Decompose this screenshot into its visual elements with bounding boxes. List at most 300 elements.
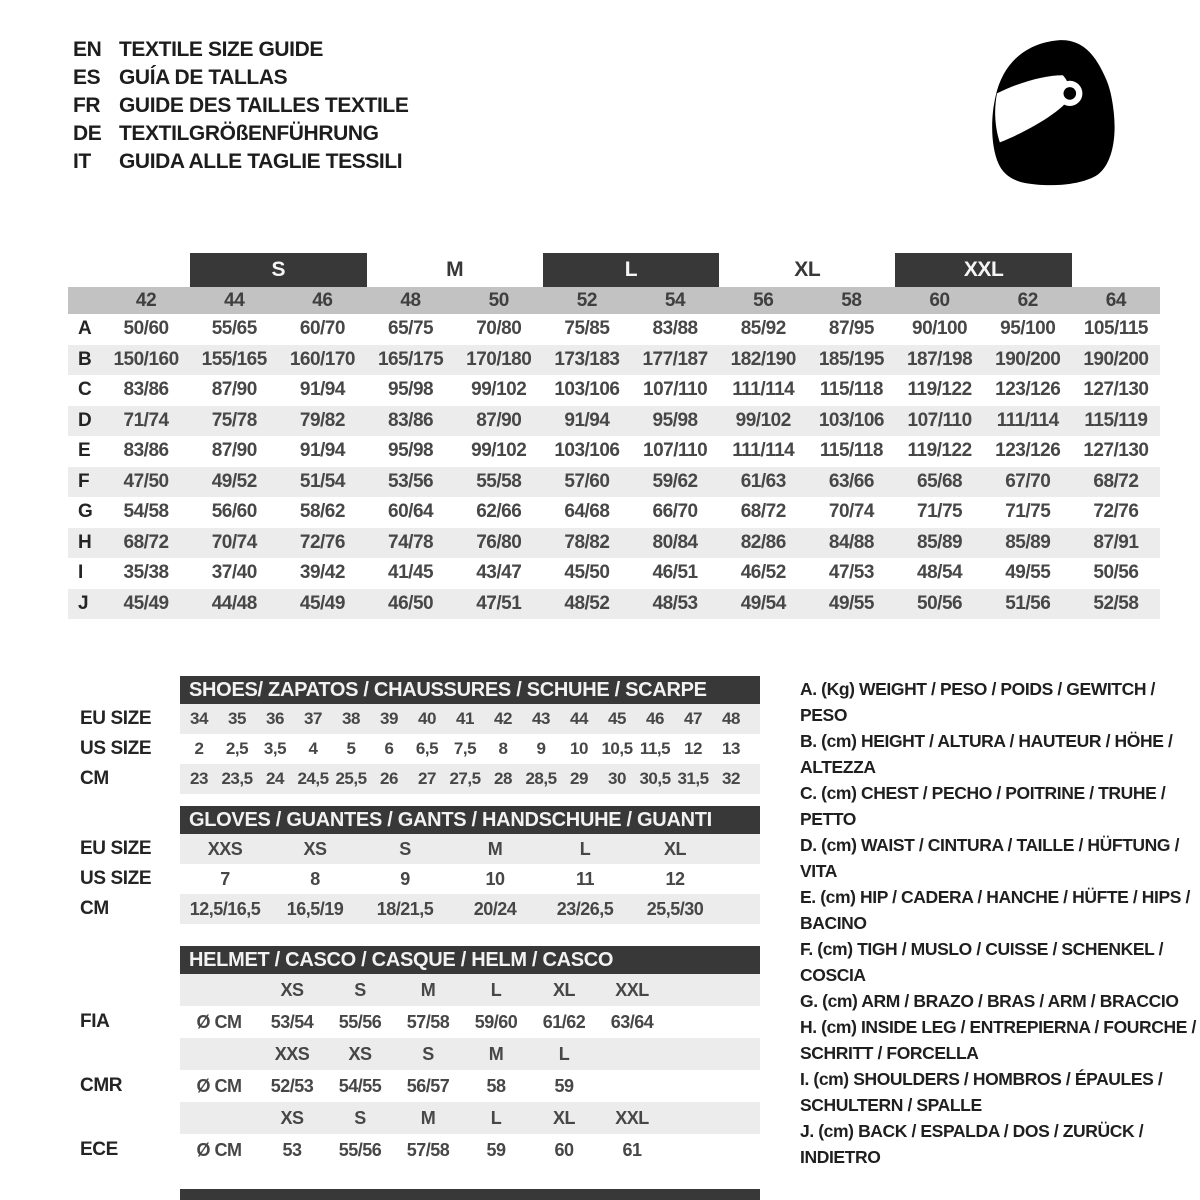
size-band-l: L [543, 253, 719, 287]
measure-row-b [68, 345, 1160, 376]
size-value: 67/70 [1005, 470, 1051, 492]
size-value: 99/102 [471, 440, 527, 462]
numeric-size: 50 [488, 289, 509, 311]
guide-title: TEXTILGRÖßENFÜHRUNG [119, 122, 379, 145]
language-line [73, 120, 408, 148]
size-value: 35/38 [123, 562, 169, 584]
size-value: 127/130 [1083, 440, 1149, 462]
size-value: 115/119 [1084, 409, 1148, 431]
value-cell: 23/26,5 [556, 898, 614, 919]
size-value: 95/98 [388, 440, 434, 462]
size-value: 66/70 [652, 501, 698, 523]
numeric-size: 64 [1105, 289, 1127, 311]
helmet-value: 57/58 [406, 1011, 450, 1032]
gloves-body [80, 834, 770, 924]
row-label: CM [80, 898, 109, 919]
value-cell: 38 [342, 709, 360, 728]
size-value: 50/56 [917, 592, 963, 614]
size-value: 87/95 [828, 318, 874, 340]
size-band-row [68, 253, 1160, 287]
value-cell: L [579, 838, 591, 859]
value-cell: 24,5 [297, 769, 329, 788]
guide-title: GUIDE DES TAILLES TEXTILE [119, 94, 409, 117]
size-value: 75/85 [564, 318, 610, 340]
table-row [80, 864, 770, 894]
size-value: 50/60 [123, 318, 169, 340]
row-label [80, 1102, 180, 1134]
size-value: 150/160 [113, 348, 179, 370]
value-cell: 12 [665, 868, 685, 889]
size-value: 177/187 [642, 348, 708, 370]
helmet-value: 59 [554, 1075, 574, 1096]
size-value: 105/115 [1083, 318, 1148, 340]
size-value: 49/55 [1005, 562, 1051, 584]
diameter-unit: Ø CM [196, 1075, 242, 1096]
table-row [80, 764, 770, 794]
value-cell: 40 [418, 709, 436, 728]
helmet-size: L [558, 1043, 570, 1064]
helmet-value: 52/53 [270, 1075, 314, 1096]
language-line [73, 148, 408, 176]
size-value: 173/183 [554, 348, 620, 370]
value-cell: XS [303, 838, 327, 859]
legend-item: A. (Kg) WEIGHT / PESO / POIDS / GEWITCH / PESO [800, 679, 1155, 725]
value-cell: 5 [346, 739, 356, 758]
value-cell: 36 [266, 709, 284, 728]
numeric-size: 60 [929, 289, 950, 311]
table-row [80, 894, 770, 924]
value-cell: 18/21,5 [376, 898, 434, 919]
standard-label: CMR [80, 1075, 123, 1096]
size-value: 45/49 [299, 592, 345, 614]
size-value: 115/118 [819, 379, 883, 401]
size-value: 55/58 [476, 470, 522, 492]
value-cell: 44 [570, 709, 588, 728]
measure-row-f [68, 467, 1160, 498]
helmet-size: XS [348, 1043, 372, 1064]
value-cell: 28,5 [525, 769, 557, 788]
size-band-m: M [446, 258, 464, 281]
helmet-value: 53 [282, 1139, 302, 1160]
row-letter: F [78, 470, 90, 492]
size-value: 160/170 [289, 348, 355, 370]
helmet-values-row [80, 1134, 770, 1166]
size-value: 95/98 [652, 409, 698, 431]
language-line [73, 92, 408, 120]
guide-title: GUIDA ALLE TAGLIE TESSILI [119, 150, 403, 173]
measure-row-h [68, 528, 1160, 559]
size-value: 87/91 [1093, 531, 1139, 553]
value-cell: 4 [308, 739, 318, 758]
size-value: 65/68 [917, 470, 963, 492]
size-value: 51/54 [299, 470, 345, 492]
legend-item: B. (cm) HEIGHT / ALTURA / HAUTEUR / HÖHE / ALTEZZA [800, 731, 1173, 777]
row-letter: G [78, 501, 93, 523]
helmet-sizes-row [80, 1102, 770, 1134]
size-value: 91/94 [299, 440, 345, 462]
size-value: 64/68 [564, 501, 610, 523]
legend-item: E. (cm) HIP / CADERA / HANCHE / HÜFTE / HIPS / BACINO [800, 887, 1190, 933]
helmet-body [80, 974, 770, 1166]
size-value: 47/50 [123, 470, 169, 492]
size-value: 44/48 [211, 592, 257, 614]
size-value: 123/126 [995, 379, 1061, 401]
value-cell: 30 [608, 769, 626, 788]
size-value: 107/110 [643, 440, 708, 462]
helmet-size: XS [280, 1107, 304, 1128]
helmet-value: 60 [554, 1139, 574, 1160]
size-value: 48/54 [917, 562, 963, 584]
size-value: 70/74 [828, 501, 874, 523]
size-value: 190/200 [1083, 348, 1149, 370]
numeric-size: 52 [576, 289, 598, 311]
size-value: 60/64 [388, 501, 434, 523]
numeric-size: 46 [312, 289, 333, 311]
value-cell: 6 [384, 739, 394, 758]
value-cell: 27 [418, 769, 436, 788]
cropped-next-section-bar [180, 1189, 760, 1200]
value-cell: 7,5 [453, 739, 477, 758]
value-cell: 10,5 [601, 739, 633, 758]
helmet-value: 61 [622, 1139, 642, 1160]
row-label: EU SIZE [80, 708, 152, 729]
helmet-size: XXL [615, 979, 649, 1000]
size-value: 45/49 [123, 592, 169, 614]
shoes-body [80, 704, 770, 794]
helmet-value: 53/54 [270, 1011, 314, 1032]
diameter-unit: Ø CM [196, 1139, 242, 1160]
value-cell: 43 [532, 709, 550, 728]
size-value: 51/56 [1005, 592, 1051, 614]
size-value: 165/175 [377, 348, 444, 370]
size-value: 56/60 [211, 501, 257, 523]
helmet-sizes-row [80, 974, 770, 1006]
helmet-values-row [80, 1070, 770, 1102]
size-value: 76/80 [476, 531, 522, 553]
value-cell: 8 [310, 868, 320, 889]
standard-label: FIA [80, 1011, 110, 1032]
row-label: US SIZE [80, 868, 152, 889]
size-value: 68/72 [740, 501, 786, 523]
size-value: 71/75 [1005, 501, 1051, 523]
size-value: 85/92 [740, 318, 786, 340]
value-cell: 13 [722, 739, 740, 758]
helmet-size: XL [552, 979, 575, 1000]
measure-row-a [68, 314, 1160, 345]
size-value: 62/66 [476, 501, 522, 523]
row-label [80, 1038, 180, 1070]
table-row [80, 834, 770, 864]
helmet-value: 56/57 [406, 1075, 450, 1096]
row-letter: H [78, 531, 92, 553]
legend-item: D. (cm) WAIST / CINTURA / TAILLE / HÜFTUNG / VITA [800, 835, 1180, 881]
size-value: 99/102 [471, 379, 527, 401]
size-value: 46/52 [740, 562, 786, 584]
size-value: 63/66 [828, 470, 874, 492]
size-value: 78/82 [564, 531, 610, 553]
value-cell: 31,5 [677, 769, 709, 788]
value-cell: 6,5 [415, 739, 439, 758]
helmet-value: 59/60 [474, 1011, 518, 1032]
size-value: 119/122 [907, 379, 972, 401]
size-value: 87/90 [211, 379, 257, 401]
numeric-size: 62 [1017, 289, 1038, 311]
size-value: 55/65 [211, 318, 257, 340]
size-table-body [68, 314, 1160, 619]
measure-row-d [68, 406, 1160, 437]
size-value: 70/80 [476, 318, 522, 340]
language-line [73, 36, 408, 64]
value-cell: 35 [228, 709, 246, 728]
row-letter: J [78, 592, 89, 614]
language-code: DE [73, 122, 102, 145]
helmet-size: S [422, 1043, 434, 1064]
size-value: 52/58 [1093, 592, 1139, 614]
row-label: EU SIZE [80, 838, 152, 859]
size-value: 46/50 [388, 592, 434, 614]
helmet-value: 58 [486, 1075, 506, 1096]
guide-title: GUÍA DE TALLAS [119, 66, 288, 89]
row-label: US SIZE [80, 738, 152, 759]
helmet-value: 54/55 [338, 1075, 382, 1096]
language-line [73, 64, 408, 92]
value-cell: 28 [494, 769, 512, 788]
row-letter: I [78, 562, 83, 584]
numeric-size: 58 [841, 289, 862, 311]
size-value: 123/126 [995, 440, 1061, 462]
value-cell: 48 [722, 709, 740, 728]
size-value: 91/94 [299, 379, 345, 401]
numeric-size: 42 [135, 289, 157, 311]
size-value: 187/198 [906, 348, 973, 370]
value-cell: XXS [207, 838, 243, 859]
size-value: 103/106 [818, 409, 884, 431]
value-cell: 3,5 [263, 739, 287, 758]
size-value: 83/86 [123, 440, 169, 462]
size-value: 48/53 [652, 592, 698, 614]
value-cell: 41 [456, 709, 474, 728]
main-size-table [68, 253, 1160, 619]
helmet-size: XXS [274, 1043, 310, 1064]
helmet-size: XS [280, 979, 304, 1000]
helmet-size: XXL [615, 1107, 649, 1128]
value-cell: 10 [570, 739, 588, 758]
shoes-header: SHOES/ ZAPATOS / CHAUSSURES / SCHUHE / SCARPE [180, 676, 760, 704]
helmet-sizes-row [80, 1038, 770, 1070]
size-value: 49/54 [740, 592, 786, 614]
value-cell: 26 [380, 769, 398, 788]
size-value: 58/62 [299, 501, 345, 523]
value-cell: 11,5 [639, 739, 671, 758]
value-cell: 47 [684, 709, 702, 728]
size-value: 65/75 [388, 318, 434, 340]
measure-row-e [68, 436, 1160, 467]
helmet-values-row [80, 1006, 770, 1038]
helmet-value: 55/56 [338, 1011, 382, 1032]
size-value: 72/76 [1093, 501, 1139, 523]
size-value: 72/76 [299, 531, 345, 553]
helmet-size: M [488, 1043, 504, 1064]
value-cell: 23 [190, 769, 208, 788]
value-cell: 20/24 [473, 898, 517, 919]
size-value: 68/72 [123, 531, 169, 553]
size-value: 75/78 [211, 409, 257, 431]
helmet-section [80, 946, 770, 1166]
size-value: 95/98 [388, 379, 434, 401]
size-value: 79/82 [299, 409, 345, 431]
size-value: 47/51 [476, 592, 522, 614]
value-cell: 45 [608, 709, 626, 728]
value-cell: 29 [570, 769, 588, 788]
numeric-size: 56 [753, 289, 774, 311]
size-value: 71/75 [917, 501, 963, 523]
size-value: 68/72 [1093, 470, 1139, 492]
size-value: 107/110 [643, 379, 708, 401]
size-value: 60/70 [299, 318, 345, 340]
size-band-xxl: XXL [895, 253, 1071, 287]
size-value: 37/40 [211, 562, 257, 584]
value-cell: 2,5 [225, 739, 249, 758]
size-value: 87/90 [211, 440, 257, 462]
size-value: 127/130 [1083, 379, 1149, 401]
value-cell: 32 [722, 769, 740, 788]
size-value: 47/53 [828, 562, 874, 584]
size-value: 83/86 [123, 379, 169, 401]
table-row [80, 734, 770, 764]
size-value: 71/74 [123, 409, 169, 431]
helmet-value: 57/58 [406, 1139, 450, 1160]
guide-title: TEXTILE SIZE GUIDE [119, 38, 323, 61]
language-title-block [73, 36, 408, 176]
size-value: 54/58 [123, 501, 169, 523]
size-value: 45/50 [564, 562, 610, 584]
size-value: 48/52 [564, 592, 610, 614]
measurement-legend [800, 676, 1196, 1170]
value-cell: 42 [494, 709, 512, 728]
size-value: 190/200 [995, 348, 1061, 370]
legend-item: C. (cm) CHEST / PECHO / POITRINE / TRUHE / PETTO [800, 783, 1166, 829]
row-letter: A [78, 318, 92, 340]
table-row [80, 704, 770, 734]
language-code: IT [73, 150, 91, 173]
helmet-size: XL [552, 1107, 575, 1128]
measure-row-g [68, 497, 1160, 528]
measure-row-c [68, 375, 1160, 406]
racing-helmet-icon [983, 32, 1123, 194]
value-cell: 24 [266, 769, 284, 788]
numeric-size-row [68, 287, 1160, 314]
language-code: ES [73, 66, 101, 89]
row-letter: C [78, 379, 92, 401]
size-value: 43/47 [476, 562, 522, 584]
size-value: 111/114 [732, 440, 795, 462]
size-value: 185/195 [818, 348, 884, 370]
size-value: 182/190 [730, 348, 796, 370]
gloves-section [80, 806, 770, 924]
size-value: 111/114 [732, 379, 795, 401]
value-cell: 9 [400, 868, 410, 889]
size-value: 53/56 [388, 470, 434, 492]
value-cell: 12,5/16,5 [189, 898, 261, 919]
value-cell: 12 [684, 739, 702, 758]
row-label: CM [80, 768, 109, 789]
helmet-size: M [420, 1107, 436, 1128]
size-value: 41/45 [388, 562, 434, 584]
helmet-header: HELMET / CASCO / CASQUE / HELM / CASCO [180, 946, 760, 974]
value-cell: 9 [536, 739, 546, 758]
size-value: 85/89 [1005, 531, 1051, 553]
row-letter: D [78, 409, 92, 431]
value-cell: 46 [646, 709, 664, 728]
value-cell: 8 [498, 739, 508, 758]
size-value: 83/88 [652, 318, 698, 340]
value-cell: 34 [190, 709, 208, 728]
size-value: 61/63 [740, 470, 786, 492]
row-label [80, 974, 180, 1006]
language-code: EN [73, 38, 102, 61]
size-band-s: S [190, 253, 366, 287]
standard-label: ECE [80, 1139, 118, 1160]
size-value: 170/180 [466, 348, 532, 370]
size-value: 111/114 [996, 409, 1059, 431]
size-value: 85/89 [917, 531, 963, 553]
legend-item: H. (cm) INSIDE LEG / ENTREPIERNA / FOURCHE / SCHRITT / FORCELLA [800, 1017, 1196, 1063]
helmet-value: 59 [486, 1139, 506, 1160]
size-value: 119/122 [907, 440, 972, 462]
helmet-value: 63/64 [610, 1011, 654, 1032]
value-cell: 25,5/30 [646, 898, 704, 919]
helmet-size: L [490, 979, 502, 1000]
value-cell: 23,5 [221, 769, 253, 788]
helmet-size: L [490, 1107, 502, 1128]
value-cell: 25,5 [335, 769, 367, 788]
size-value: 49/52 [211, 470, 257, 492]
value-cell: 16,5/19 [286, 898, 344, 919]
language-code: FR [73, 94, 101, 117]
size-value: 84/88 [828, 531, 874, 553]
size-value: 39/42 [299, 562, 345, 584]
legend-item: G. (cm) ARM / BRAZO / BRAS / ARM / BRACCIO [800, 991, 1179, 1011]
helmet-size: M [420, 979, 436, 1000]
diameter-unit: Ø CM [196, 1011, 242, 1032]
legend-item: J. (cm) BACK / ESPALDA / DOS / ZURÜCK / INDIETRO [800, 1121, 1144, 1167]
measure-row-i [68, 558, 1160, 589]
size-value: 155/165 [201, 348, 267, 370]
size-value: 115/118 [819, 440, 883, 462]
value-cell: 39 [380, 709, 398, 728]
value-cell: S [399, 838, 411, 859]
size-value: 83/86 [388, 409, 434, 431]
size-value: 107/110 [907, 409, 972, 431]
size-value: 103/106 [554, 379, 620, 401]
value-cell: 7 [220, 868, 230, 889]
legend-item: I. (cm) SHOULDERS / HOMBROS / ÉPAULES / SCHULTERN / SPALLE [800, 1069, 1163, 1115]
value-cell: 11 [575, 868, 595, 889]
helmet-size: S [354, 1107, 366, 1128]
size-band-xl: XL [794, 258, 821, 281]
measure-row-j [68, 589, 1160, 620]
size-value: 82/86 [740, 531, 786, 553]
row-letter: E [78, 440, 91, 462]
size-value: 80/84 [652, 531, 698, 553]
row-letter: B [78, 348, 92, 370]
helmet-size: S [354, 979, 366, 1000]
size-value: 103/106 [554, 440, 620, 462]
size-value: 49/55 [828, 592, 874, 614]
size-value: 99/102 [735, 409, 791, 431]
helmet-value: 55/56 [338, 1139, 382, 1160]
numeric-size: 48 [400, 289, 421, 311]
